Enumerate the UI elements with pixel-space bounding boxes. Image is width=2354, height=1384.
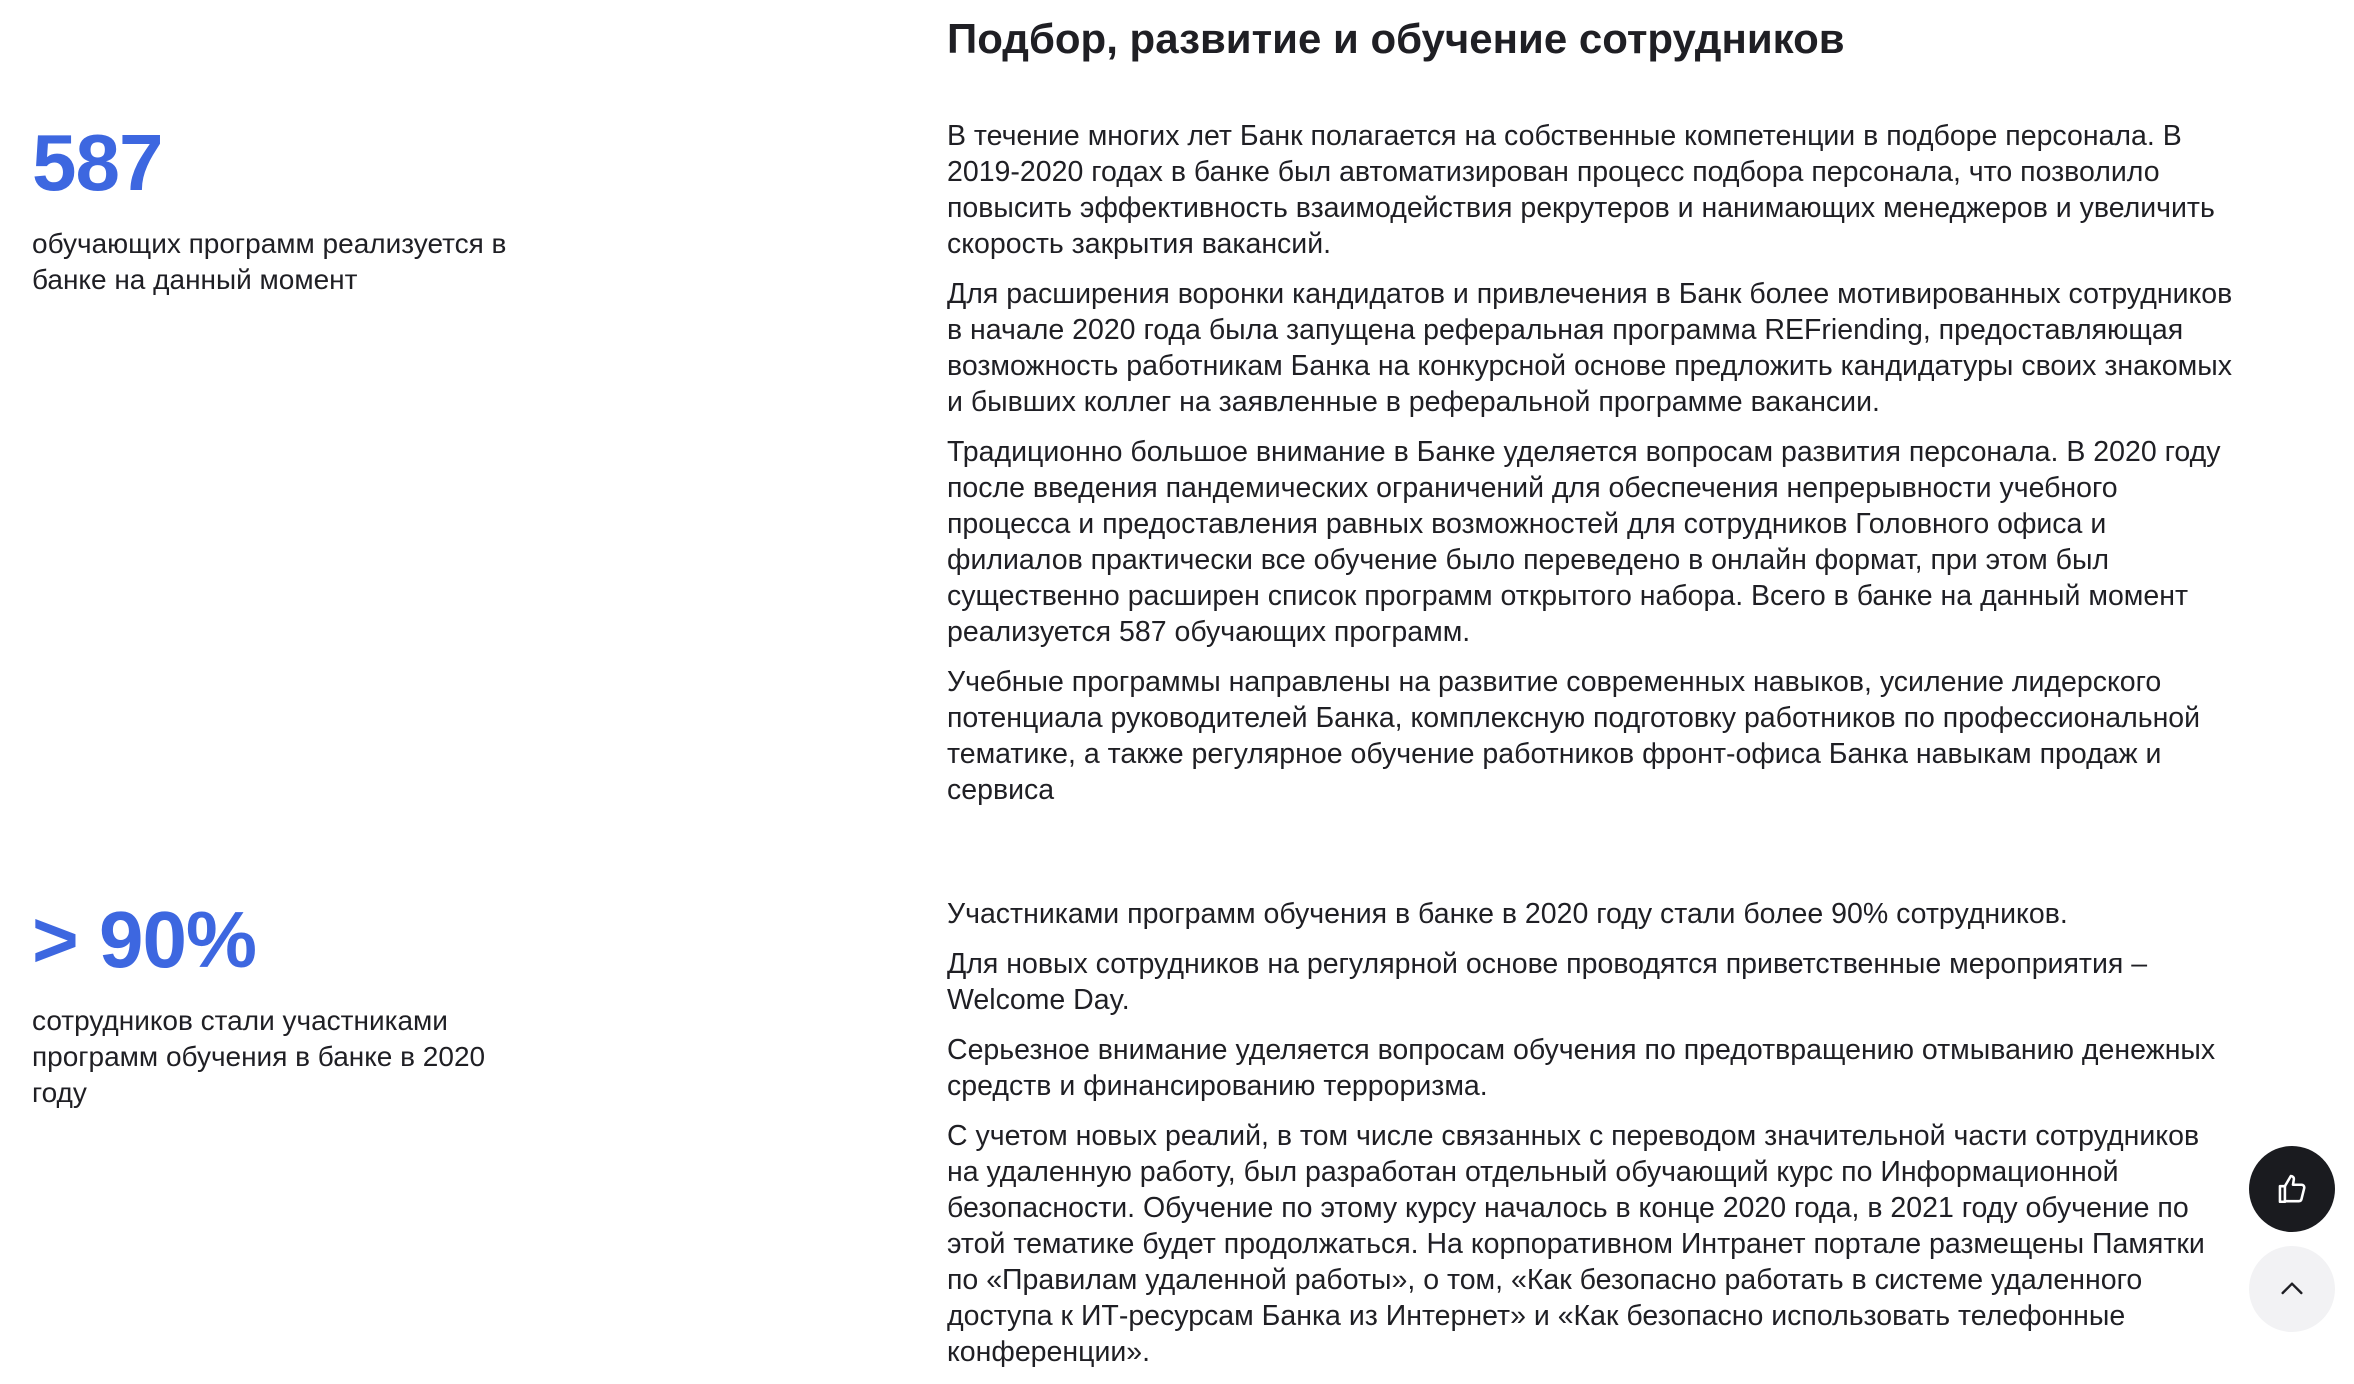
stat-value: 587 (32, 118, 163, 207)
text-section (947, 118, 2237, 822)
stat-block (32, 118, 532, 298)
paragraph: Учебные программы направлены на развитие современных навыков, усиление лидерского потенциала руководителей Банка, комплексную подготовку работников по профессиональной тематике, а также регулярное обучение работников фронт-офиса Банка навыкам продаж и сервиса (947, 666, 2201, 806)
thumbs-up-icon (2275, 1172, 2309, 1206)
stat-block (32, 895, 532, 1111)
scroll-to-top-button[interactable] (2249, 1246, 2335, 1332)
chevron-up-icon (2276, 1273, 2308, 1305)
paragraph: В течение многих лет Банк полагается на собственные компетенции в подборе персонала. В 2019-2020 годах в банке был автоматизирован процесс подбора персонала, что позволило повысить эффективность взаимодействия рекрутеров и нанимающих менеджеров и увеличить скорость закрытия вакансий. (947, 120, 2215, 260)
paragraph: Для новых сотрудников на регулярной основе проводятся приветственные мероприятия – Welcome Day. (947, 948, 2148, 1016)
stat-caption: сотрудников стали участниками программ обучения в банке в 2020 году (32, 1005, 486, 1108)
like-button[interactable] (2249, 1146, 2335, 1232)
paragraph: Серьезное внимание уделяется вопросам обучения по предотвращению отмыванию денежных средств и финансированию терроризма. (947, 1034, 2216, 1102)
paragraph: Участниками программ обучения в банке в 2020 году стали более 90% сотрудников. (947, 898, 2068, 930)
paragraph: Для расширения воронки кандидатов и привлечения в Банк более мотивированных сотрудников в начале 2020 года была запущена реферальная программа REFriending, предоставляющая возможность работникам Банка на конкурсной основе предложить кандидатуры своих знакомых и бывших коллег на заявленные в реферальной программе вакансии. (947, 278, 2233, 418)
stat-caption: обучающих программ реализуется в банке на данный момент (32, 228, 507, 295)
stat-value: > 90% (32, 895, 257, 984)
paragraph: С учетом новых реалий, в том числе связанных с переводом значительной части сотрудников на удаленную работу, был разработан отдельный обучающий курс по Информационной безопасности. Обучение по этому курсу началось в конце 2020 года, в 2021 году обучение по этой тематике будет продолжаться. На корпоративном Интранет портале размещены Памятки по «Правилам удаленной работы», о том, «Как безопасно работать в системе удаленного доступа к ИТ-ресурсам Банка из Интернет» и «Как безопасно использовать телефонные конференции». (947, 1120, 2205, 1368)
paragraph: Традиционно большое внимание в Банке уделяется вопросам развития персонала. В 2020 году после введения пандемических ограничений для обеспечения непрерывности учебного процесса и предоставления равных возможностей для сотрудников Головного офиса и филиалов практически все обучение было переведено в онлайн формат, при этом был существенно расширен список программ открытого набора. Всего в банке на данный момент реализуется 587 обучающих программ. (947, 436, 2221, 648)
page-title: Подбор, развитие и обучение сотрудников (947, 15, 1845, 62)
text-section (947, 896, 2237, 1384)
